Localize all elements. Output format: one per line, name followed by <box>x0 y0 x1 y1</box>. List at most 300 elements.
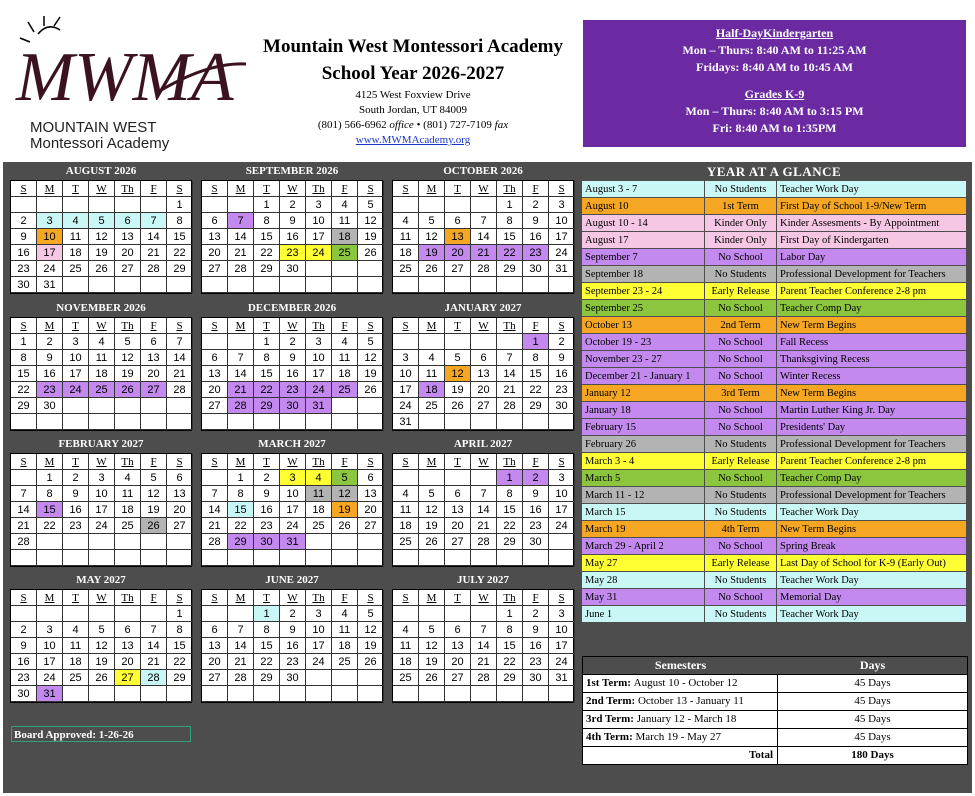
day-cell[interactable]: 8 <box>254 622 280 638</box>
day-cell[interactable]: 7 <box>228 350 254 366</box>
day-cell[interactable]: 19 <box>419 654 445 670</box>
day-cell[interactable]: 7 <box>141 213 167 229</box>
day-cell[interactable]: 23 <box>280 382 306 398</box>
day-cell[interactable]: 23 <box>523 654 549 670</box>
day-cell[interactable]: 16 <box>63 502 89 518</box>
day-cell[interactable]: 17 <box>306 229 332 245</box>
day-cell[interactable]: 9 <box>280 622 306 638</box>
day-cell[interactable]: 2 <box>549 334 575 350</box>
day-cell[interactable]: 25 <box>306 518 332 534</box>
day-cell[interactable]: 15 <box>167 229 193 245</box>
day-cell[interactable]: 21 <box>228 654 254 670</box>
day-cell[interactable]: 26 <box>332 518 358 534</box>
day-cell[interactable]: 28 <box>471 261 497 277</box>
day-cell[interactable]: 6 <box>115 622 141 638</box>
day-cell[interactable]: 12 <box>358 350 384 366</box>
day-cell[interactable]: 11 <box>332 213 358 229</box>
day-cell[interactable]: 2 <box>523 606 549 622</box>
day-cell[interactable]: 20 <box>115 654 141 670</box>
day-cell[interactable]: 6 <box>445 213 471 229</box>
day-cell[interactable]: 23 <box>254 518 280 534</box>
day-cell[interactable]: 22 <box>11 382 37 398</box>
day-cell[interactable]: 5 <box>89 622 115 638</box>
day-cell[interactable]: 24 <box>306 382 332 398</box>
day-cell[interactable]: 5 <box>115 334 141 350</box>
day-cell[interactable]: 1 <box>254 334 280 350</box>
day-cell[interactable]: 22 <box>167 245 193 261</box>
day-cell[interactable]: 9 <box>549 350 575 366</box>
day-cell[interactable]: 23 <box>523 245 549 261</box>
day-cell[interactable]: 25 <box>393 261 419 277</box>
day-cell[interactable]: 4 <box>332 606 358 622</box>
day-cell[interactable]: 25 <box>332 245 358 261</box>
day-cell[interactable]: 16 <box>11 654 37 670</box>
day-cell[interactable]: 10 <box>549 622 575 638</box>
day-cell[interactable]: 31 <box>549 261 575 277</box>
day-cell[interactable]: 18 <box>63 245 89 261</box>
day-cell[interactable]: 24 <box>306 654 332 670</box>
day-cell[interactable]: 22 <box>497 245 523 261</box>
day-cell[interactable]: 21 <box>471 518 497 534</box>
day-cell[interactable]: 27 <box>202 398 228 414</box>
day-cell[interactable]: 29 <box>11 398 37 414</box>
day-cell[interactable]: 12 <box>419 502 445 518</box>
day-cell[interactable]: 23 <box>280 245 306 261</box>
day-cell[interactable]: 26 <box>419 261 445 277</box>
day-cell[interactable]: 21 <box>471 654 497 670</box>
day-cell[interactable]: 23 <box>63 518 89 534</box>
day-cell[interactable]: 2 <box>280 606 306 622</box>
day-cell[interactable]: 29 <box>167 261 193 277</box>
day-cell[interactable]: 25 <box>63 670 89 686</box>
day-cell[interactable]: 16 <box>523 229 549 245</box>
day-cell[interactable]: 4 <box>63 622 89 638</box>
day-cell[interactable]: 29 <box>497 534 523 550</box>
day-cell[interactable]: 15 <box>254 638 280 654</box>
day-cell[interactable]: 19 <box>445 382 471 398</box>
day-cell[interactable]: 27 <box>358 518 384 534</box>
day-cell[interactable]: 19 <box>115 366 141 382</box>
day-cell[interactable]: 11 <box>393 502 419 518</box>
day-cell[interactable]: 12 <box>419 229 445 245</box>
day-cell[interactable]: 4 <box>393 213 419 229</box>
day-cell[interactable]: 22 <box>523 382 549 398</box>
day-cell[interactable]: 20 <box>445 654 471 670</box>
day-cell[interactable]: 17 <box>306 366 332 382</box>
day-cell[interactable]: 15 <box>523 366 549 382</box>
day-cell[interactable]: 16 <box>254 502 280 518</box>
day-cell[interactable]: 2 <box>11 213 37 229</box>
day-cell[interactable]: 21 <box>471 245 497 261</box>
day-cell[interactable]: 1 <box>497 470 523 486</box>
day-cell[interactable]: 3 <box>63 334 89 350</box>
day-cell[interactable]: 16 <box>280 366 306 382</box>
day-cell[interactable]: 28 <box>167 382 193 398</box>
day-cell[interactable]: 28 <box>497 398 523 414</box>
day-cell[interactable]: 3 <box>306 197 332 213</box>
day-cell[interactable]: 13 <box>115 638 141 654</box>
day-cell[interactable]: 1 <box>497 606 523 622</box>
day-cell[interactable]: 10 <box>549 486 575 502</box>
day-cell[interactable]: 17 <box>89 502 115 518</box>
day-cell[interactable]: 28 <box>471 670 497 686</box>
day-cell[interactable]: 21 <box>228 382 254 398</box>
day-cell[interactable]: 27 <box>115 261 141 277</box>
day-cell[interactable]: 21 <box>497 382 523 398</box>
day-cell[interactable]: 27 <box>115 670 141 686</box>
day-cell[interactable]: 24 <box>37 261 63 277</box>
day-cell[interactable]: 30 <box>254 534 280 550</box>
day-cell[interactable]: 21 <box>202 518 228 534</box>
day-cell[interactable]: 6 <box>445 622 471 638</box>
day-cell[interactable]: 6 <box>141 334 167 350</box>
day-cell[interactable]: 17 <box>549 502 575 518</box>
day-cell[interactable]: 6 <box>358 470 384 486</box>
day-cell[interactable]: 24 <box>63 382 89 398</box>
day-cell[interactable]: 11 <box>332 622 358 638</box>
day-cell[interactable]: 3 <box>37 622 63 638</box>
day-cell[interactable]: 14 <box>471 229 497 245</box>
day-cell[interactable]: 13 <box>115 229 141 245</box>
day-cell[interactable]: 2 <box>523 197 549 213</box>
day-cell[interactable]: 30 <box>11 277 37 293</box>
day-cell[interactable]: 30 <box>280 670 306 686</box>
day-cell[interactable]: 27 <box>445 534 471 550</box>
day-cell[interactable]: 11 <box>393 638 419 654</box>
day-cell[interactable]: 25 <box>332 382 358 398</box>
day-cell[interactable]: 20 <box>471 382 497 398</box>
day-cell[interactable]: 29 <box>254 261 280 277</box>
day-cell[interactable]: 8 <box>254 213 280 229</box>
day-cell[interactable]: 7 <box>202 486 228 502</box>
day-cell[interactable]: 19 <box>358 366 384 382</box>
day-cell[interactable]: 9 <box>11 229 37 245</box>
day-cell[interactable]: 18 <box>393 245 419 261</box>
day-cell[interactable]: 26 <box>141 518 167 534</box>
day-cell[interactable]: 26 <box>358 245 384 261</box>
day-cell[interactable]: 26 <box>89 261 115 277</box>
day-cell[interactable]: 8 <box>497 486 523 502</box>
day-cell[interactable]: 27 <box>202 670 228 686</box>
day-cell[interactable]: 11 <box>115 486 141 502</box>
day-cell[interactable]: 7 <box>471 213 497 229</box>
day-cell[interactable]: 12 <box>419 638 445 654</box>
day-cell[interactable]: 18 <box>419 382 445 398</box>
day-cell[interactable]: 16 <box>37 366 63 382</box>
day-cell[interactable]: 12 <box>89 229 115 245</box>
day-cell[interactable]: 9 <box>11 638 37 654</box>
day-cell[interactable]: 9 <box>523 486 549 502</box>
day-cell[interactable]: 31 <box>549 670 575 686</box>
day-cell[interactable]: 1 <box>254 197 280 213</box>
day-cell[interactable]: 1 <box>228 470 254 486</box>
day-cell[interactable]: 22 <box>37 518 63 534</box>
day-cell[interactable]: 1 <box>11 334 37 350</box>
day-cell[interactable]: 30 <box>523 534 549 550</box>
day-cell[interactable]: 3 <box>306 606 332 622</box>
day-cell[interactable]: 25 <box>89 382 115 398</box>
day-cell[interactable]: 20 <box>445 518 471 534</box>
day-cell[interactable]: 8 <box>254 350 280 366</box>
day-cell[interactable]: 12 <box>332 486 358 502</box>
day-cell[interactable]: 15 <box>254 229 280 245</box>
day-cell[interactable]: 3 <box>89 470 115 486</box>
day-cell[interactable]: 23 <box>11 261 37 277</box>
day-cell[interactable]: 9 <box>280 350 306 366</box>
day-cell[interactable]: 29 <box>254 398 280 414</box>
day-cell[interactable]: 17 <box>63 366 89 382</box>
day-cell[interactable]: 3 <box>393 350 419 366</box>
day-cell[interactable]: 29 <box>497 670 523 686</box>
day-cell[interactable]: 8 <box>228 486 254 502</box>
day-cell[interactable]: 31 <box>306 398 332 414</box>
day-cell[interactable]: 19 <box>89 245 115 261</box>
day-cell[interactable]: 15 <box>497 502 523 518</box>
day-cell[interactable]: 13 <box>445 502 471 518</box>
day-cell[interactable]: 16 <box>523 638 549 654</box>
day-cell[interactable]: 8 <box>167 213 193 229</box>
day-cell[interactable]: 12 <box>89 638 115 654</box>
day-cell[interactable]: 2 <box>523 470 549 486</box>
day-cell[interactable]: 29 <box>497 261 523 277</box>
day-cell[interactable]: 17 <box>393 382 419 398</box>
day-cell[interactable]: 8 <box>167 622 193 638</box>
day-cell[interactable]: 28 <box>202 534 228 550</box>
day-cell[interactable]: 15 <box>497 229 523 245</box>
day-cell[interactable]: 28 <box>141 670 167 686</box>
day-cell[interactable]: 21 <box>141 245 167 261</box>
day-cell[interactable]: 19 <box>419 518 445 534</box>
day-cell[interactable]: 7 <box>141 622 167 638</box>
day-cell[interactable]: 19 <box>89 654 115 670</box>
day-cell[interactable]: 24 <box>549 245 575 261</box>
day-cell[interactable]: 31 <box>37 277 63 293</box>
day-cell[interactable]: 21 <box>141 654 167 670</box>
day-cell[interactable]: 15 <box>167 638 193 654</box>
day-cell[interactable]: 3 <box>549 606 575 622</box>
day-cell[interactable]: 13 <box>202 366 228 382</box>
day-cell[interactable]: 4 <box>419 350 445 366</box>
day-cell[interactable]: 20 <box>141 366 167 382</box>
day-cell[interactable]: 22 <box>228 518 254 534</box>
day-cell[interactable]: 27 <box>167 518 193 534</box>
day-cell[interactable]: 22 <box>254 382 280 398</box>
day-cell[interactable]: 13 <box>202 638 228 654</box>
day-cell[interactable]: 4 <box>63 213 89 229</box>
day-cell[interactable]: 15 <box>37 502 63 518</box>
day-cell[interactable]: 10 <box>63 350 89 366</box>
day-cell[interactable]: 17 <box>549 638 575 654</box>
day-cell[interactable]: 26 <box>358 382 384 398</box>
day-cell[interactable]: 5 <box>89 213 115 229</box>
day-cell[interactable]: 27 <box>141 382 167 398</box>
day-cell[interactable]: 24 <box>89 518 115 534</box>
day-cell[interactable]: 14 <box>141 229 167 245</box>
day-cell[interactable]: 18 <box>332 638 358 654</box>
day-cell[interactable]: 9 <box>523 622 549 638</box>
day-cell[interactable]: 7 <box>471 622 497 638</box>
day-cell[interactable]: 7 <box>228 622 254 638</box>
day-cell[interactable]: 27 <box>471 398 497 414</box>
day-cell[interactable]: 29 <box>523 398 549 414</box>
day-cell[interactable]: 5 <box>358 606 384 622</box>
day-cell[interactable]: 15 <box>11 366 37 382</box>
day-cell[interactable]: 6 <box>115 213 141 229</box>
day-cell[interactable]: 14 <box>228 638 254 654</box>
day-cell[interactable]: 18 <box>393 654 419 670</box>
day-cell[interactable]: 8 <box>497 622 523 638</box>
day-cell[interactable]: 26 <box>419 670 445 686</box>
day-cell[interactable]: 19 <box>358 229 384 245</box>
day-cell[interactable]: 11 <box>63 638 89 654</box>
day-cell[interactable]: 30 <box>37 398 63 414</box>
day-cell[interactable]: 12 <box>115 350 141 366</box>
day-cell[interactable]: 3 <box>37 213 63 229</box>
day-cell[interactable]: 24 <box>306 245 332 261</box>
day-cell[interactable]: 23 <box>523 518 549 534</box>
day-cell[interactable]: 11 <box>332 350 358 366</box>
day-cell[interactable]: 31 <box>280 534 306 550</box>
day-cell[interactable]: 17 <box>37 654 63 670</box>
day-cell[interactable]: 14 <box>202 502 228 518</box>
day-cell[interactable]: 29 <box>254 670 280 686</box>
day-cell[interactable]: 2 <box>11 622 37 638</box>
day-cell[interactable]: 31 <box>37 686 63 702</box>
day-cell[interactable]: 30 <box>549 398 575 414</box>
day-cell[interactable]: 23 <box>549 382 575 398</box>
day-cell[interactable]: 30 <box>523 670 549 686</box>
day-cell[interactable]: 2 <box>280 197 306 213</box>
day-cell[interactable]: 11 <box>89 350 115 366</box>
day-cell[interactable]: 22 <box>254 245 280 261</box>
day-cell[interactable]: 24 <box>549 518 575 534</box>
day-cell[interactable]: 7 <box>11 486 37 502</box>
day-cell[interactable]: 17 <box>306 638 332 654</box>
website-link[interactable]: www.MWMAcademy.org <box>355 134 471 146</box>
day-cell[interactable]: 13 <box>445 229 471 245</box>
day-cell[interactable]: 13 <box>167 486 193 502</box>
day-cell[interactable]: 10 <box>306 350 332 366</box>
day-cell[interactable]: 4 <box>115 470 141 486</box>
day-cell[interactable]: 9 <box>280 213 306 229</box>
day-cell[interactable]: 14 <box>11 502 37 518</box>
day-cell[interactable]: 17 <box>549 229 575 245</box>
day-cell[interactable]: 6 <box>202 350 228 366</box>
day-cell[interactable]: 10 <box>280 486 306 502</box>
day-cell[interactable]: 16 <box>549 366 575 382</box>
day-cell[interactable]: 4 <box>306 470 332 486</box>
day-cell[interactable]: 30 <box>280 261 306 277</box>
day-cell[interactable]: 4 <box>332 197 358 213</box>
day-cell[interactable]: 24 <box>37 670 63 686</box>
day-cell[interactable]: 16 <box>11 245 37 261</box>
day-cell[interactable]: 1 <box>167 606 193 622</box>
day-cell[interactable]: 24 <box>549 654 575 670</box>
day-cell[interactable]: 18 <box>332 229 358 245</box>
day-cell[interactable]: 28 <box>471 534 497 550</box>
day-cell[interactable]: 26 <box>89 670 115 686</box>
day-cell[interactable]: 31 <box>393 414 419 430</box>
day-cell[interactable]: 9 <box>37 350 63 366</box>
day-cell[interactable]: 30 <box>523 261 549 277</box>
day-cell[interactable]: 8 <box>11 350 37 366</box>
day-cell[interactable]: 22 <box>254 654 280 670</box>
day-cell[interactable]: 14 <box>471 502 497 518</box>
day-cell[interactable]: 5 <box>141 470 167 486</box>
day-cell[interactable]: 16 <box>280 638 306 654</box>
day-cell[interactable]: 29 <box>228 534 254 550</box>
day-cell[interactable]: 2 <box>254 470 280 486</box>
day-cell[interactable]: 25 <box>419 398 445 414</box>
day-cell[interactable]: 28 <box>228 261 254 277</box>
day-cell[interactable]: 20 <box>202 382 228 398</box>
day-cell[interactable]: 23 <box>11 670 37 686</box>
day-cell[interactable]: 13 <box>445 638 471 654</box>
day-cell[interactable]: 26 <box>358 654 384 670</box>
day-cell[interactable]: 7 <box>471 486 497 502</box>
day-cell[interactable]: 2 <box>63 470 89 486</box>
day-cell[interactable]: 26 <box>419 534 445 550</box>
day-cell[interactable]: 5 <box>419 213 445 229</box>
day-cell[interactable]: 10 <box>306 213 332 229</box>
day-cell[interactable]: 9 <box>63 486 89 502</box>
day-cell[interactable]: 13 <box>141 350 167 366</box>
day-cell[interactable]: 2 <box>280 334 306 350</box>
day-cell[interactable]: 18 <box>89 366 115 382</box>
day-cell[interactable]: 19 <box>141 502 167 518</box>
day-cell[interactable]: 5 <box>445 350 471 366</box>
day-cell[interactable]: 20 <box>167 502 193 518</box>
day-cell[interactable]: 13 <box>202 229 228 245</box>
day-cell[interactable]: 16 <box>280 229 306 245</box>
day-cell[interactable]: 22 <box>497 518 523 534</box>
day-cell[interactable]: 11 <box>63 229 89 245</box>
day-cell[interactable]: 11 <box>393 229 419 245</box>
day-cell[interactable]: 20 <box>202 654 228 670</box>
day-cell[interactable]: 20 <box>358 502 384 518</box>
day-cell[interactable]: 18 <box>332 366 358 382</box>
day-cell[interactable]: 14 <box>228 229 254 245</box>
day-cell[interactable]: 6 <box>167 470 193 486</box>
day-cell[interactable]: 22 <box>497 654 523 670</box>
day-cell[interactable]: 5 <box>332 470 358 486</box>
day-cell[interactable]: 6 <box>202 622 228 638</box>
day-cell[interactable]: 12 <box>141 486 167 502</box>
day-cell[interactable]: 4 <box>332 334 358 350</box>
day-cell[interactable]: 3 <box>280 470 306 486</box>
day-cell[interactable]: 25 <box>332 654 358 670</box>
day-cell[interactable]: 15 <box>497 638 523 654</box>
day-cell[interactable]: 13 <box>358 486 384 502</box>
day-cell[interactable]: 6 <box>445 486 471 502</box>
day-cell[interactable]: 1 <box>497 197 523 213</box>
day-cell[interactable]: 22 <box>167 654 193 670</box>
day-cell[interactable]: 23 <box>37 382 63 398</box>
day-cell[interactable]: 7 <box>228 213 254 229</box>
day-cell[interactable]: 26 <box>445 398 471 414</box>
day-cell[interactable]: 10 <box>37 229 63 245</box>
day-cell[interactable]: 10 <box>89 486 115 502</box>
day-cell[interactable]: 19 <box>332 502 358 518</box>
day-cell[interactable]: 20 <box>445 245 471 261</box>
day-cell[interactable]: 28 <box>141 261 167 277</box>
day-cell[interactable]: 18 <box>115 502 141 518</box>
day-cell[interactable]: 21 <box>228 245 254 261</box>
day-cell[interactable]: 26 <box>115 382 141 398</box>
day-cell[interactable]: 10 <box>306 622 332 638</box>
day-cell[interactable]: 18 <box>393 518 419 534</box>
day-cell[interactable]: 4 <box>89 334 115 350</box>
